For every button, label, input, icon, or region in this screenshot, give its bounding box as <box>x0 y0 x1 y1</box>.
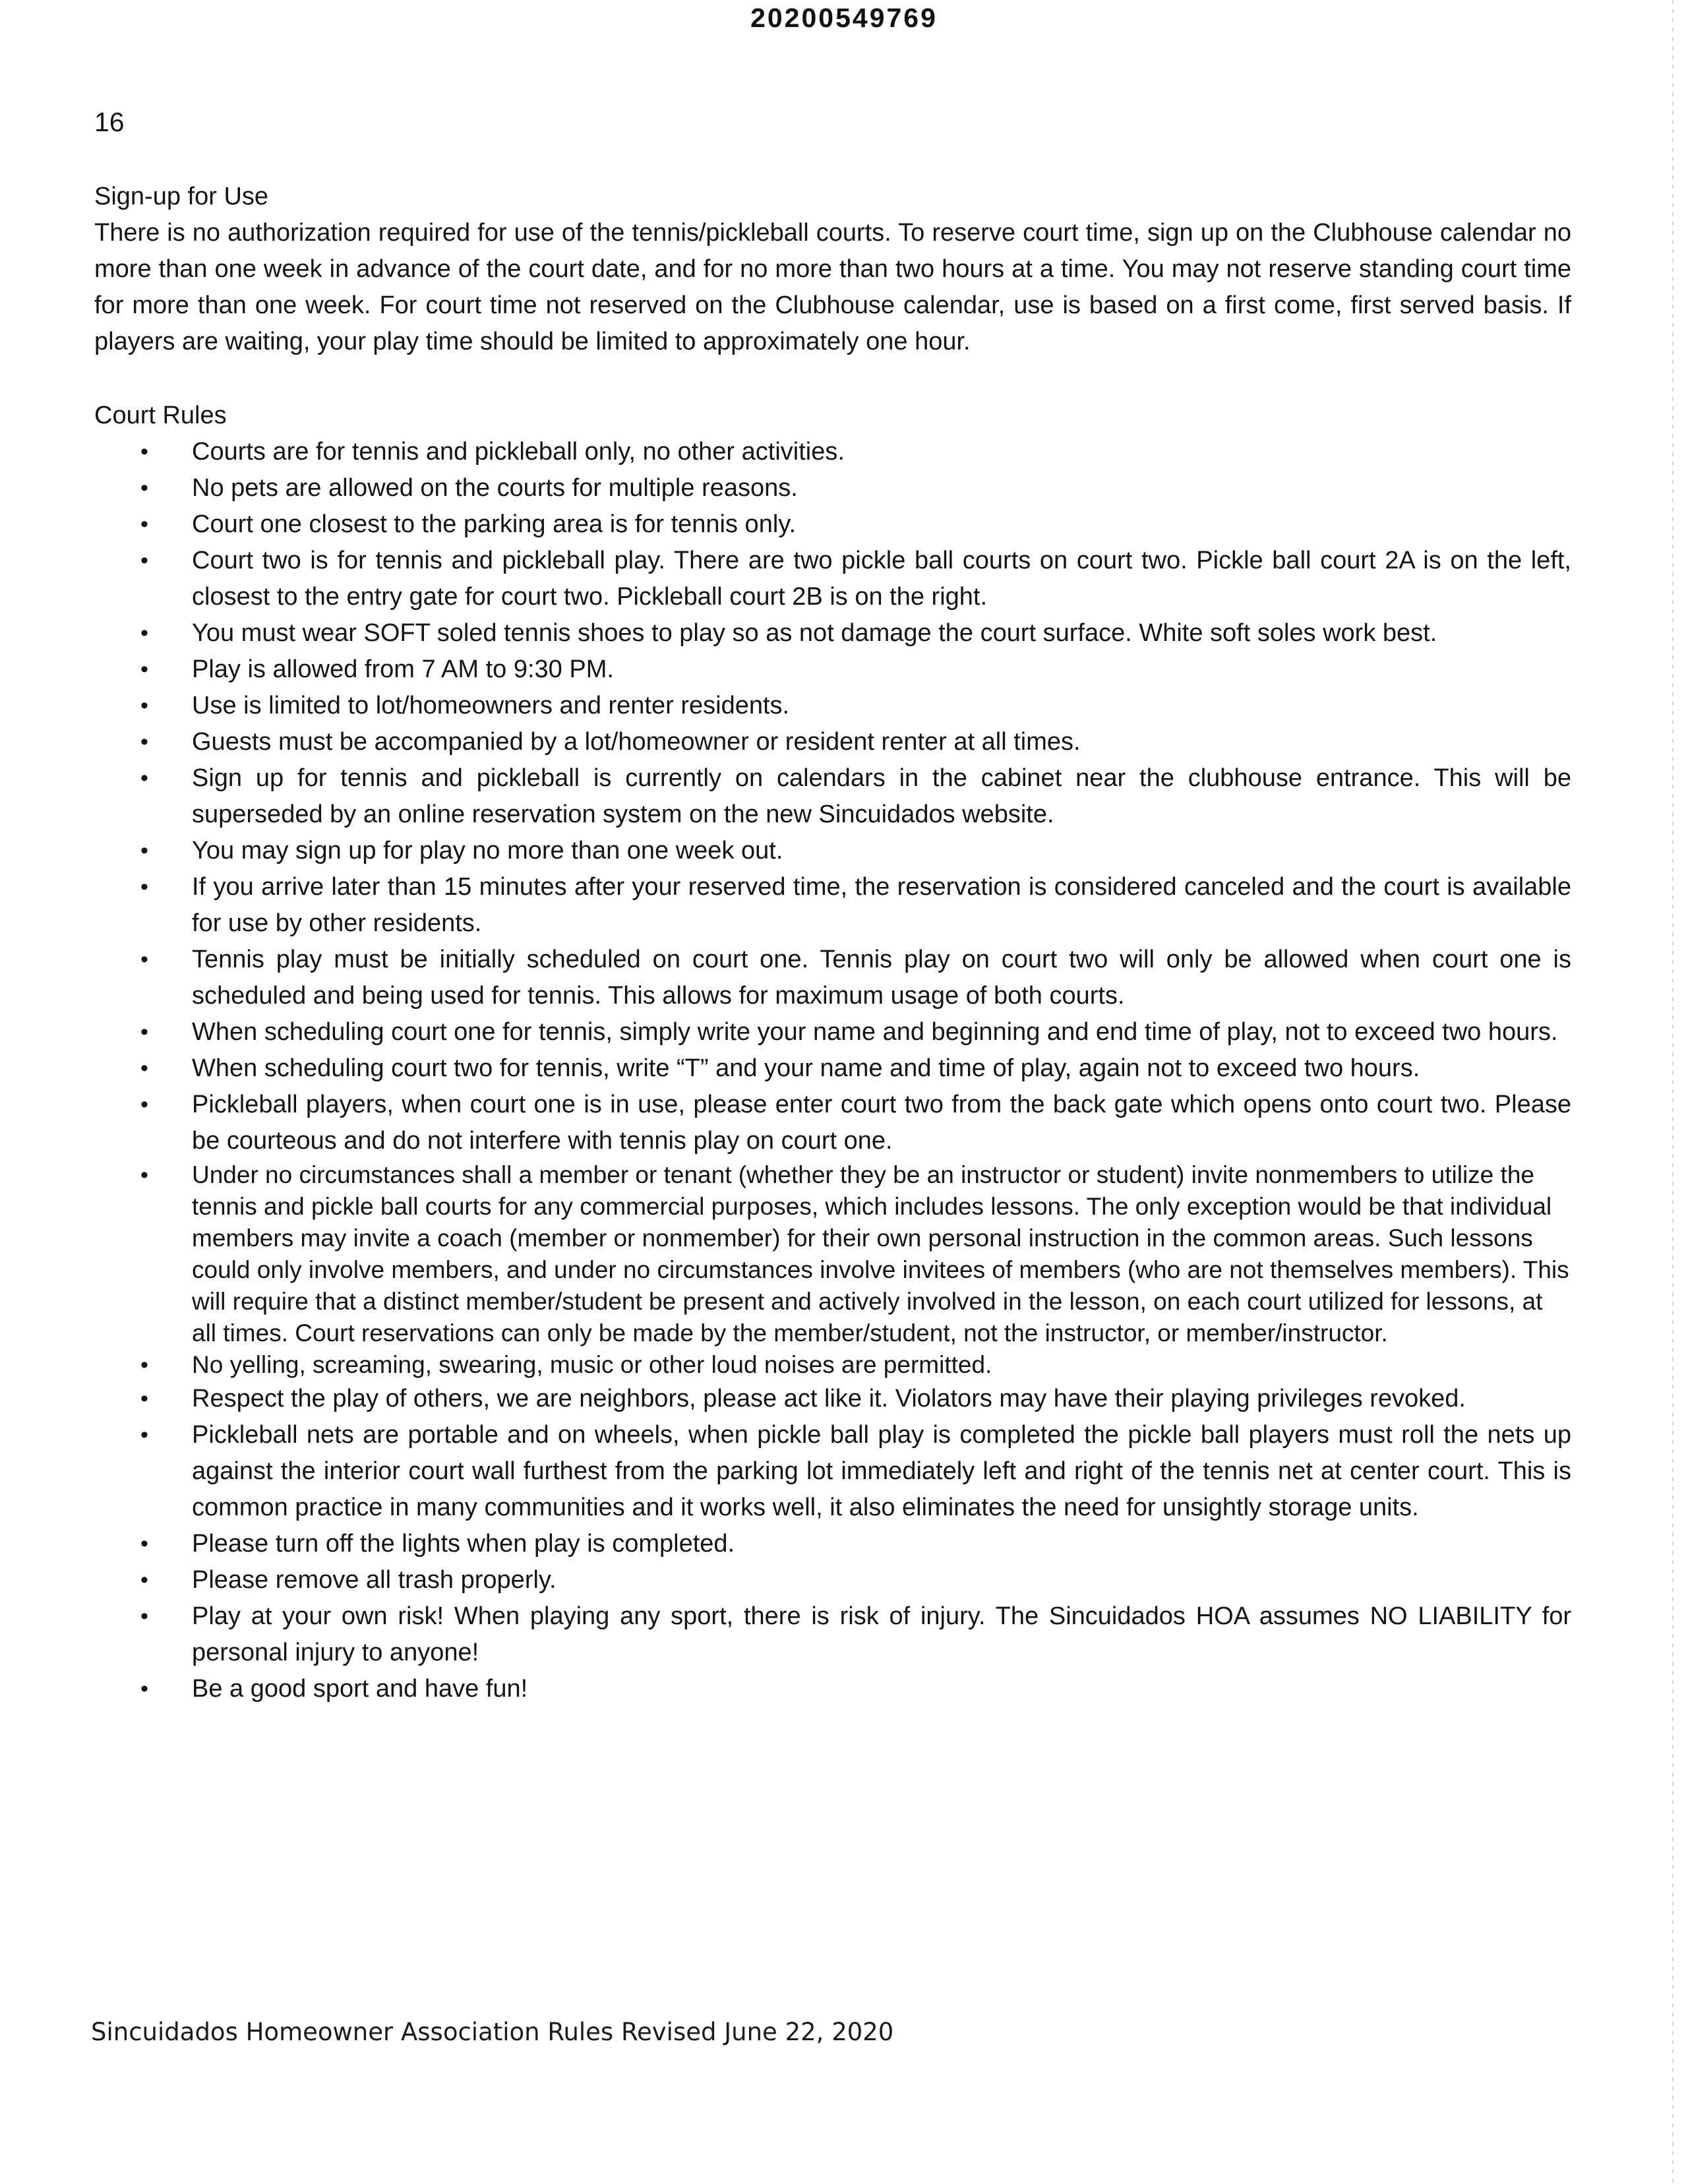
bullet-icon: • <box>140 1386 148 1411</box>
rule-text: Pickleball nets are portable and on wheels, when pickle ball play is completed the pickle ball players must roll the nets up against the interior court wall furthest from the parking lot immediately left and right of the tennis net at center court. This is common practice in many communities and it works well, it also eliminates the need for unsightly storage units. <box>192 1421 1571 1521</box>
court-rules-heading: Court Rules <box>94 402 227 429</box>
bullet-icon: • <box>140 838 148 863</box>
bullet-icon: • <box>140 1163 148 1188</box>
bullet-icon: • <box>140 1531 148 1556</box>
rule-text: Courts are for tennis and pickleball only, no other activities. <box>192 438 845 466</box>
document-number: 20200549769 <box>750 3 938 33</box>
bullet-icon: • <box>140 947 148 972</box>
rule-text: Pickleball players, when court one is in use, please enter court two from the back gate which opens onto court two. Please be courteous and do not interfere with tennis play on court one. <box>192 1091 1571 1155</box>
bullet-icon: • <box>140 766 148 791</box>
signup-heading: Sign-up for Use <box>94 183 269 210</box>
rule-item <box>94 1562 1571 1598</box>
rule-item <box>94 1349 1571 1381</box>
rule-text: No yelling, screaming, swearing, music or other loud noises are permitted. <box>192 1351 992 1378</box>
rule-text: Court two is for tennis and pickleball play. There are two pickle ball courts on court two. Pickle ball court 2A is on the left, closest to the entry gate for court two. Pickleball court 2B is on the right. <box>192 547 1571 611</box>
bullet-icon: • <box>140 1422 148 1447</box>
rule-text: When scheduling court one for tennis, simply write your name and beginning and end time of play, not to exceed two hours. <box>192 1018 1558 1046</box>
signup-section <box>94 178 1571 360</box>
rule-text: Please remove all trash properly. <box>192 1566 557 1594</box>
signup-paragraph: There is no authorization required for use of the tennis/pickleball courts. To reserve court time, sign up on the Clubhouse calendar no more than one week in advance of the court date, and for no more than two hours at a time. You may not reserve standing court time for more than one week. For court time not reserved on the Clubhouse calendar, use is based on a first come, first served basis. If players are waiting, your play time should be limited to approximately one hour. <box>94 219 1571 355</box>
bullet-icon: • <box>140 548 148 573</box>
rule-text: Please turn off the lights when play is completed. <box>192 1530 735 1558</box>
rule-item <box>94 1526 1571 1562</box>
rule-text: No pets are allowed on the courts for multiple reasons. <box>192 474 798 502</box>
bullet-icon: • <box>140 512 148 537</box>
rule-item <box>94 615 1571 652</box>
rule-text: When scheduling court two for tennis, write “T” and your name and time of play, again not to exceed two hours. <box>192 1054 1420 1082</box>
scan-edge-line <box>1672 0 1673 2184</box>
court-rules-list <box>94 434 1571 1707</box>
rule-item <box>94 942 1571 1014</box>
bullet-icon: • <box>140 693 148 718</box>
rule-text: Under no circumstances shall a member or tenant (whether they be an instructor or student) invite nonmembers to utilize the tennis and pickle ball courts for any commercial purposes, which includes lessons. The only exception would be that individual members may invite a coach (member or nonmember) for their own personal instruction in the common areas. Such lessons could only involve members, and under no circumstances involve invitees of members (who are not themselves members). This will require that a distinct member/student be present and actively involved in the lesson, on each court utilized for lessons, at all times. Court reservations can only be made by the member/student, not the instructor, or member/instructor. <box>192 1161 1569 1347</box>
bullet-icon: • <box>140 439 148 464</box>
bullet-icon: • <box>140 621 148 646</box>
bullet-icon: • <box>140 1676 148 1701</box>
bullet-icon: • <box>140 874 148 899</box>
rule-item <box>94 1671 1571 1707</box>
rule-item <box>94 1087 1571 1159</box>
rule-item <box>94 1050 1571 1087</box>
rule-text: Tennis play must be initially scheduled on court one. Tennis play on court two will only be allowed when court one is scheduled and being used for tennis. This allows for maximum usage of both courts. <box>192 946 1571 1010</box>
rule-item <box>94 434 1571 470</box>
bullet-icon: • <box>140 657 148 682</box>
rule-text: You may sign up for play no more than one week out. <box>192 837 783 864</box>
rule-item <box>94 1417 1571 1526</box>
rule-text: Use is limited to lot/homeowners and renter residents. <box>192 692 790 719</box>
bullet-icon: • <box>140 729 148 754</box>
rule-text: Play at your own risk! When playing any sport, there is risk of injury. The Sincuidados HOA assumes NO LIABILITY for personal injury to anyone! <box>192 1602 1571 1666</box>
bullet-icon: • <box>140 1056 148 1081</box>
rule-text: Be a good sport and have fun! <box>192 1675 528 1703</box>
rule-item <box>94 1381 1571 1417</box>
bullet-icon: • <box>140 475 148 501</box>
rule-item <box>94 1014 1571 1050</box>
rule-text: Respect the play of others, we are neighbors, please act like it. Violators may have their playing privileges revoked. <box>192 1385 1466 1412</box>
rule-item <box>94 760 1571 833</box>
rule-text: Guests must be accompanied by a lot/homeowner or resident renter at all times. <box>192 728 1081 756</box>
bullet-icon: • <box>140 1352 148 1378</box>
bullet-icon: • <box>140 1604 148 1629</box>
page-number: 16 <box>94 107 125 137</box>
rule-text: If you arrive later than 15 minutes after your reserved time, the reservation is considered canceled and the court is available for use by other residents. <box>192 873 1571 937</box>
rule-text: Sign up for tennis and pickleball is currently on calendars in the cabinet near the clubhouse entrance. This will be superseded by an online reservation system on the new Sincuidados website. <box>192 764 1571 828</box>
rule-item <box>94 470 1571 506</box>
rule-item <box>94 543 1571 615</box>
footer-text: Sincuidados Homeowner Association Rules Revised June 22, 2020 <box>91 2018 894 2046</box>
bullet-icon: • <box>140 1019 148 1045</box>
rule-text: Play is allowed from 7 AM to 9:30 PM. <box>192 655 614 683</box>
rule-item <box>94 1598 1571 1671</box>
rule-item <box>94 833 1571 869</box>
bullet-icon: • <box>140 1567 148 1592</box>
rule-item <box>94 688 1571 724</box>
rule-item <box>94 724 1571 760</box>
bullet-icon: • <box>140 1092 148 1117</box>
rule-text: Court one closest to the parking area is for tennis only. <box>192 510 797 538</box>
rule-item <box>94 869 1571 942</box>
rule-item <box>94 506 1571 543</box>
court-rules-section <box>94 397 1571 1707</box>
rule-item <box>94 1159 1571 1349</box>
rule-item <box>94 652 1571 688</box>
rule-text: You must wear SOFT soled tennis shoes to play so as not damage the court surface. White soft soles work best. <box>192 619 1437 647</box>
